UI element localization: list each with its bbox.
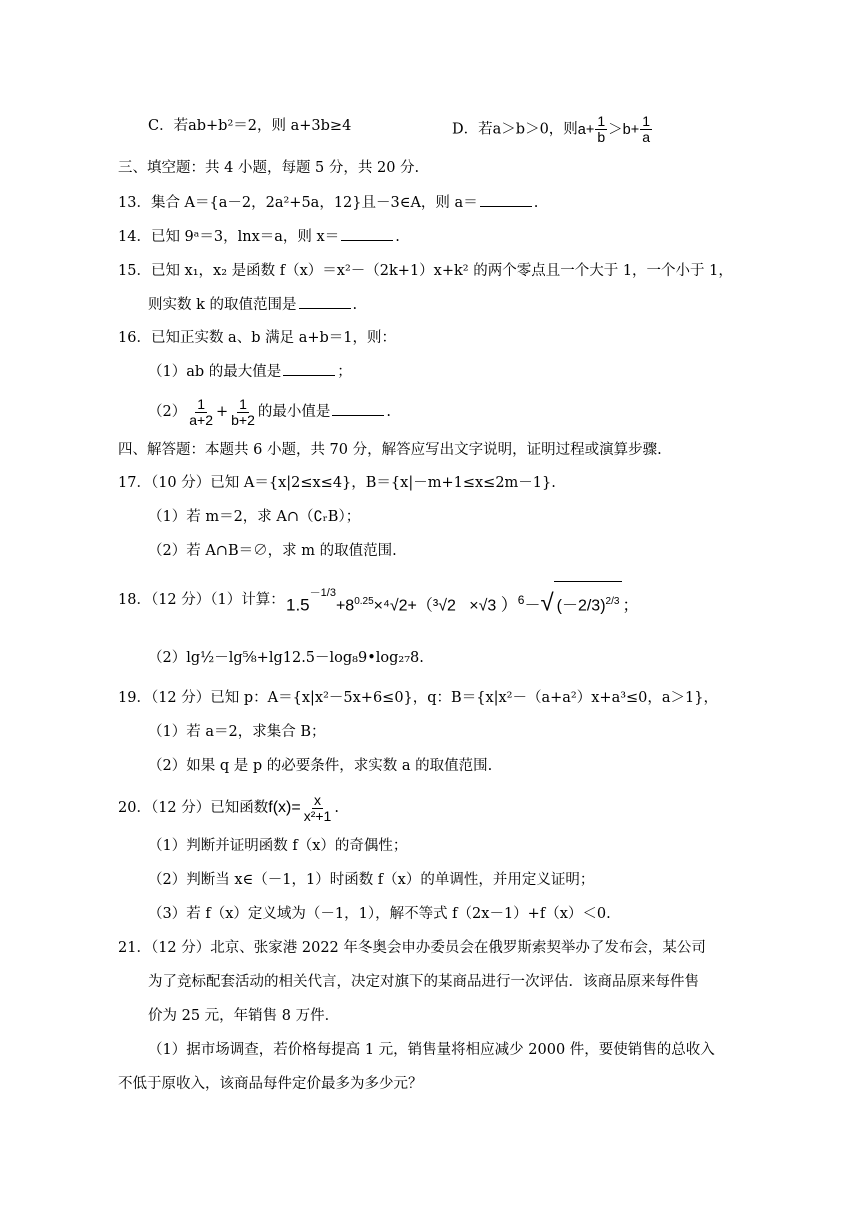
- option-d: D．若a＞b＞0，则 a+ $\frac{1}{b}$ ＞b+ $\frac{1}{a}$: [452, 114, 653, 145]
- question-21-part1-line2: 不低于原收入，该商品每件定价最多为多少元？: [118, 1076, 423, 1092]
- fraction: $\frac{1}{b+2}$: [231, 395, 255, 428]
- fraction: $\frac{1}{a+2}$: [189, 395, 213, 428]
- question-19-part1: （1）若 a＝2，求集合 B；: [148, 724, 326, 740]
- answer-blank: [283, 361, 335, 376]
- answer-blank: [480, 192, 532, 207]
- question-21-line3: 价为 25 元，年销售 8 万件．: [148, 1008, 340, 1024]
- question-21-line1: 21．（12 分）北京、张家港 2022 年冬奥会申办委员会在俄罗斯索契举办了发布会，某公司: [118, 940, 706, 956]
- section-4-title: 四、解答题：本题共 6 小题，共 70 分，解答应写出文字说明，证明过程或演算步骤.: [118, 442, 662, 458]
- question-19-part2: （2）如果 q 是 p 的必要条件，求实数 a 的取值范围.: [148, 758, 493, 774]
- question-18-stem: 18．（12 分）（1）计算：: [118, 592, 285, 608]
- question-21-part1-line1: （1）据市场调查，若价格每提高 1 元，销售量将相应减少 2000 件，要使销售的总收入: [148, 1042, 715, 1058]
- answer-blank: [341, 226, 393, 241]
- question-15-line1: 15．已知 x₁，x₂ 是函数 f（x）＝x²－（2k+1）x+k² 的两个零点且一个大于 1，一个小于 1，: [118, 263, 733, 279]
- question-17-part2: （2）若 A∩B＝∅，求 m 的取值范围.: [148, 543, 397, 559]
- question-17-part1: （1）若 m＝2，求 A∩（∁ᵣB）；: [148, 509, 361, 525]
- option-c: C．若ab+b²＝2，则 a+3b≥4: [148, 118, 352, 134]
- question-19-stem: 19．（12 分）已知 p：A＝{x|x²－5x+6≤0}，q：B＝{x|x²－（a+a²）x+a³≤0，a＞1}，: [118, 690, 718, 706]
- question-20-part3: （3）若 f（x）定义域为（－1，1），解不等式 f（2x－1）+f（x）＜0.: [148, 906, 611, 922]
- question-20-stem: 20．（12 分）已知函数 f(x)= $\frac{x}{\text{x²+1}}$ .: [118, 790, 339, 826]
- question-18-part2: （2）lg½－lg⅝+lg12.5－log₈9•log₂₇8.: [148, 650, 424, 666]
- option-d-formula: a+ $\frac{1}{b}$ ＞b+ $\frac{1}{a}$: [577, 113, 650, 145]
- question-20-part1: （1）判断并证明函数 f（x）的奇偶性；: [148, 838, 408, 854]
- question-21-line2: 为了竞标配套活动的相关代言，决定对旗下的某商品进行一次评估．该商品原来每件售: [148, 974, 699, 990]
- function-formula: f(x)= $\frac{x}{\text{x²+1}}$: [268, 791, 332, 824]
- answer-blank: [299, 294, 351, 309]
- question-18-expression: $1.5^{-1/3}+8^{0.25}\times^4√2+(^3√2$ ×√3 ）$^6$－√ $(-2/3)^{2/3}$ ；: [286, 580, 638, 626]
- question-16-stem: 16．已知正实数 a、b 满足 a+b＝1，则：: [118, 330, 397, 346]
- question-15-line2: 则实数 k 的取值范围是 .: [148, 294, 357, 315]
- question-16-part2: （2） $\frac{1}{a+2}$ + $\frac{1}{b+2}$ 的最小值是 .: [148, 395, 391, 428]
- question-13: 13．集合 A＝{a－2，2a²+5a，12}且－3∈A，则 a＝ .: [118, 192, 538, 213]
- question-17-stem: 17．（10 分）已知 A＝{x|2≤x≤4}，B＝{x|－m+1≤x≤2m－1}.: [118, 475, 556, 491]
- question-16-part1: （1）ab 的最大值是 ；: [148, 361, 352, 382]
- section-3-title: 三、填空题：共 4 小题，每题 5 分，共 20 分.: [118, 160, 420, 176]
- question-14: 14．已知 9ᵃ＝3，lnx＝a，则 x＝ .: [118, 226, 400, 247]
- answer-blank: [332, 401, 384, 416]
- question-20-part2: （2）判断当 x∈（－1，1）时函数 f（x）的单调性，并用定义证明；: [148, 872, 595, 888]
